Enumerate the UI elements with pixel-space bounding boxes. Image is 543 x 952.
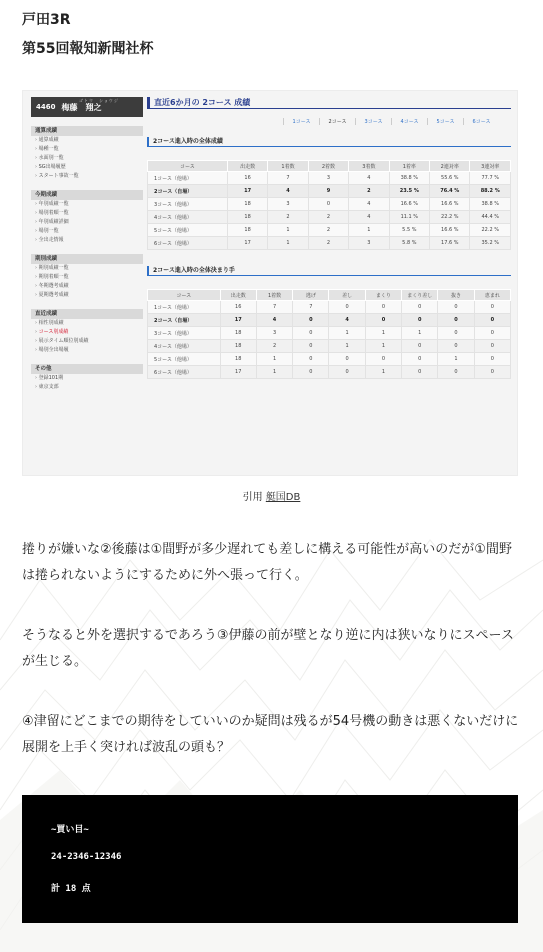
- table-cell: 1: [365, 340, 401, 353]
- table-cell: 0: [402, 301, 438, 314]
- screenshot-sidebar: [31, 97, 143, 475]
- sidebar-item[interactable]: › 全出走情報: [31, 236, 143, 245]
- course-tabs: [147, 118, 511, 125]
- prediction-box: [22, 795, 518, 923]
- table-cell: 0: [293, 353, 329, 366]
- table-cell: 3: [308, 172, 348, 185]
- table-row: [148, 327, 511, 340]
- table-cell: 5.5 %: [389, 224, 429, 237]
- table-cell: 17.6 %: [430, 237, 470, 250]
- table-cell: 2: [256, 340, 292, 353]
- table-row: [148, 340, 511, 353]
- table-row: [148, 366, 511, 379]
- table-cell: 0: [293, 314, 329, 327]
- table-cell: 3: [256, 327, 292, 340]
- table-cell: 9: [308, 185, 348, 198]
- table-cell: 0: [308, 198, 348, 211]
- sidebar-item[interactable]: › 冬期選考成績: [31, 282, 143, 291]
- table-cell: 0: [365, 314, 401, 327]
- sidebar-item[interactable]: › 場別全出場履: [31, 346, 143, 355]
- table-cell: 0: [474, 340, 510, 353]
- sidebar-item[interactable]: › 登録101期: [31, 374, 143, 383]
- table-cell: 0: [329, 366, 365, 379]
- table-header-cell: 3着数: [349, 161, 389, 172]
- table-cell: 3コース（他場）: [148, 198, 228, 211]
- table-header-cell: コース: [148, 290, 221, 301]
- table-cell: 22.2 %: [430, 211, 470, 224]
- table-cell: 76.4 %: [430, 185, 470, 198]
- table-cell: 2: [308, 224, 348, 237]
- sidebar-item[interactable]: › 場別一覧: [31, 227, 143, 236]
- table-cell: 17: [220, 314, 256, 327]
- table-cell: 0: [402, 314, 438, 327]
- table-cell: 5コース（他場）: [148, 224, 228, 237]
- table-cell: 6コース（他場）: [148, 237, 228, 250]
- table-cell: 0: [402, 366, 438, 379]
- table-cell: 1: [438, 353, 474, 366]
- table-cell: 1: [365, 327, 401, 340]
- sidebar-item[interactable]: › 年別成績一覧: [31, 200, 143, 209]
- table-cell: 0: [474, 353, 510, 366]
- sidebar-item[interactable]: › スタート事故一覧: [31, 172, 143, 181]
- racer-card: [31, 97, 143, 117]
- prediction-heading: ~買い目~: [51, 825, 89, 835]
- sidebar-heading: 今期成績: [31, 190, 143, 200]
- page-header: [22, 10, 153, 59]
- table-cell: 77.7 %: [470, 172, 511, 185]
- sidebar-item[interactable]: › コース別成績: [31, 328, 143, 337]
- table-cell: 5.8 %: [389, 237, 429, 250]
- sidebar-heading: 期別成績: [31, 254, 143, 264]
- table-row: [148, 353, 511, 366]
- table-cell: 55.6 %: [430, 172, 470, 185]
- table-cell: 4: [256, 314, 292, 327]
- table-header-cell: 1着数: [268, 161, 308, 172]
- table-cell: 0: [402, 353, 438, 366]
- sidebar-item[interactable]: › 通算成績: [31, 136, 143, 145]
- sidebar-heading: 直近成績: [31, 309, 143, 319]
- table-cell: 88.2 %: [470, 185, 511, 198]
- winning-moves-table: [147, 289, 511, 379]
- prediction-combos: 24-2346-12346: [51, 852, 122, 862]
- table-cell: 16.6 %: [430, 224, 470, 237]
- sidebar-item[interactable]: › 水面別一覧: [31, 154, 143, 163]
- table-cell: 7: [256, 301, 292, 314]
- race-title: 戸田3R: [22, 12, 71, 28]
- table-cell: 4コース（他場）: [148, 340, 221, 353]
- sidebar-group: [31, 190, 143, 245]
- course-tab[interactable]: 3コース: [355, 118, 391, 125]
- table-cell: 0: [438, 301, 474, 314]
- screenshot-main: [147, 97, 511, 475]
- table-cell: 2: [308, 237, 348, 250]
- course-tab[interactable]: 1コース: [283, 118, 319, 125]
- sidebar-group: [31, 254, 143, 300]
- table-cell: 1: [256, 353, 292, 366]
- table-cell: 18: [227, 211, 267, 224]
- table-header-cell: 1着数: [256, 290, 292, 301]
- table-cell: 4: [268, 185, 308, 198]
- table-cell: 0: [474, 314, 510, 327]
- table-row: [148, 211, 511, 224]
- table-cell: 23.5 %: [389, 185, 429, 198]
- overall-results-table: [147, 160, 511, 250]
- table-header-cell: 3連対率: [470, 161, 511, 172]
- course-tab[interactable]: 6コース: [463, 118, 499, 125]
- course-tab[interactable]: 5コース: [427, 118, 463, 125]
- table-row: [148, 185, 511, 198]
- sidebar-item[interactable]: › 東京支部: [31, 383, 143, 392]
- table-cell: 16: [227, 172, 267, 185]
- table-cell: 0: [365, 353, 401, 366]
- table-cell: 0: [438, 327, 474, 340]
- table-header-cell: まくり: [365, 290, 401, 301]
- racer-kana: ゴトウ ショウジ: [79, 98, 119, 103]
- table-cell: 38.8 %: [470, 198, 511, 211]
- table-cell: 35.2 %: [470, 237, 511, 250]
- table-header-cell: 2連対率: [430, 161, 470, 172]
- table-cell: 22.2 %: [470, 224, 511, 237]
- race-name: 第55回報知新聞社杯: [22, 41, 154, 57]
- sidebar-group: [31, 309, 143, 355]
- table-cell: 18: [227, 224, 267, 237]
- sidebar-item[interactable]: › 場別着順一覧: [31, 209, 143, 218]
- table-header-cell: 恵まれ: [474, 290, 510, 301]
- table-cell: 1コース（他場）: [148, 172, 228, 185]
- table-cell: 18: [220, 327, 256, 340]
- sidebar-heading: 通算成績: [31, 126, 143, 136]
- table-cell: 1コース（他場）: [148, 301, 221, 314]
- table-cell: 0: [438, 314, 474, 327]
- course-tab[interactable]: 4コース: [391, 118, 427, 125]
- stats-title: 直近6か月の 2コース 成績: [147, 97, 511, 109]
- table-cell: 18: [220, 353, 256, 366]
- table-header-cell: 1着率: [389, 161, 429, 172]
- table-cell: 7: [268, 172, 308, 185]
- table-cell: 0: [293, 327, 329, 340]
- table-cell: 17: [227, 237, 267, 250]
- table-row: [148, 301, 511, 314]
- sidebar-item[interactable]: › 期別着順一覧: [31, 273, 143, 282]
- table-cell: 0: [474, 301, 510, 314]
- table-header-cell: 出走数: [227, 161, 267, 172]
- embedded-screenshot: [22, 90, 518, 476]
- table-cell: 4: [349, 211, 389, 224]
- sidebar-groups: [31, 126, 143, 392]
- caption-prefix: 引用: [242, 492, 263, 503]
- table-cell: 17: [220, 366, 256, 379]
- table-cell: 1: [402, 327, 438, 340]
- racer-name: 梅藤 翔之: [61, 102, 102, 112]
- analysis-paragraph-1: 捲りが嫌いな②後藤は①間野が多少遅れても差しに構える可能性が高いのだが①間野は捲られないようにするために外へ張って行く。: [22, 542, 512, 583]
- table-cell: 1: [349, 224, 389, 237]
- analysis-paragraph-3: ④津留にどこまでの期待をしていいのか疑問は残るが54号機の動きは悪くないだけに展開を上手く突ければ波乱の頭も？: [22, 714, 519, 755]
- sidebar-item[interactable]: › 相性別成績: [31, 319, 143, 328]
- table-cell: 1: [365, 366, 401, 379]
- table-row: [148, 224, 511, 237]
- sidebar-heading: その他: [31, 364, 143, 374]
- sidebar-group: [31, 364, 143, 392]
- source-link[interactable]: 艇国DB: [265, 492, 301, 503]
- overall-results-title: 2コース進入時の全体成績: [147, 137, 511, 147]
- table-cell: 4コース（他場）: [148, 211, 228, 224]
- table-cell: 5コース（他場）: [148, 353, 221, 366]
- table-cell: 3: [268, 198, 308, 211]
- table-cell: 16.6 %: [389, 198, 429, 211]
- table-cell: 0: [293, 340, 329, 353]
- table-cell: 7: [293, 301, 329, 314]
- table-cell: 4: [329, 314, 365, 327]
- image-caption: [0, 488, 543, 503]
- table-cell: 16.6 %: [430, 198, 470, 211]
- table-cell: 0: [329, 353, 365, 366]
- table-header-cell: まくり差し: [402, 290, 438, 301]
- table-row: [148, 198, 511, 211]
- table-cell: 3: [349, 237, 389, 250]
- table-cell: 1: [329, 340, 365, 353]
- table-cell: 17: [227, 185, 267, 198]
- winning-moves-title: 2コース進入時の全体決まり手: [147, 266, 511, 276]
- table-cell: 11.1 %: [389, 211, 429, 224]
- table-cell: 18: [227, 198, 267, 211]
- sidebar-item[interactable]: › 年別成績詳細: [31, 218, 143, 227]
- table-cell: 1: [329, 327, 365, 340]
- table-cell: 2コース（自場）: [148, 314, 221, 327]
- table-row: [148, 314, 511, 327]
- table-row: [148, 237, 511, 250]
- table-cell: 4: [349, 198, 389, 211]
- course-tab[interactable]: 2コース: [319, 118, 355, 125]
- table-cell: 18: [220, 340, 256, 353]
- table-cell: 0: [438, 366, 474, 379]
- table-cell: 2: [349, 185, 389, 198]
- table-cell: 0: [474, 366, 510, 379]
- analysis-paragraph-2: そうなると外を選択するであろう③伊藤の前が壁となり逆に内は狭いなりにスペースが生じる。: [22, 628, 514, 669]
- table-header-cell: 2着数: [308, 161, 348, 172]
- table-cell: 4: [349, 172, 389, 185]
- table-cell: 44.4 %: [470, 211, 511, 224]
- sidebar-item[interactable]: › 展示タイム順位別成績: [31, 337, 143, 346]
- table-cell: 3コース（他場）: [148, 327, 221, 340]
- prediction-total: 計 18 点: [51, 884, 91, 894]
- racer-number: 4460: [36, 103, 56, 111]
- table-header-cell: 差し: [329, 290, 365, 301]
- table-cell: 2: [268, 211, 308, 224]
- sidebar-item[interactable]: › 期別成績一覧: [31, 264, 143, 273]
- sidebar-group: [31, 126, 143, 181]
- table-row: [148, 172, 511, 185]
- table-cell: 16: [220, 301, 256, 314]
- table-header-cell: コース: [148, 161, 228, 172]
- table-cell: 1: [268, 224, 308, 237]
- table-header-cell: 出走数: [220, 290, 256, 301]
- sidebar-item[interactable]: › SG出場履歴: [31, 163, 143, 172]
- sidebar-item[interactable]: › 夏期選考成績: [31, 291, 143, 300]
- table-cell: 0: [293, 366, 329, 379]
- table-cell: 0: [438, 340, 474, 353]
- table-cell: 6コース（他場）: [148, 366, 221, 379]
- table-cell: 2: [308, 211, 348, 224]
- table-cell: 0: [402, 340, 438, 353]
- table-cell: 2コース（自場）: [148, 185, 228, 198]
- table-cell: 0: [365, 301, 401, 314]
- table-cell: 0: [474, 327, 510, 340]
- table-cell: 0: [329, 301, 365, 314]
- table-header-cell: 抜き: [438, 290, 474, 301]
- table-header-cell: 逃げ: [293, 290, 329, 301]
- table-cell: 1: [268, 237, 308, 250]
- sidebar-item[interactable]: › 場種一覧: [31, 145, 143, 154]
- table-cell: 38.8 %: [389, 172, 429, 185]
- table-cell: 1: [256, 366, 292, 379]
